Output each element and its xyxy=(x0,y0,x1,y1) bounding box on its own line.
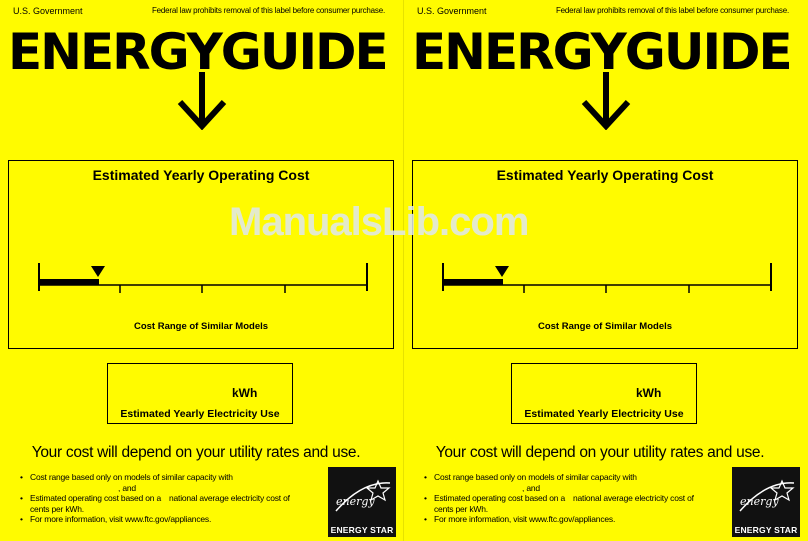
footnote-item: • Cost range based only on models of similar capacity with xyxy=(20,472,233,482)
government-text: U.S. Government xyxy=(13,6,83,16)
government-text: U.S. Government xyxy=(417,6,487,16)
watermark: ManualsLib.com xyxy=(229,200,529,244)
law-notice: Federal law prohibits removal of this label before consumer purchase. xyxy=(556,6,789,15)
energy-star-label: ENERGY STAR xyxy=(734,525,798,535)
energy-star-label: ENERGY STAR xyxy=(330,525,394,535)
energyguide-title: ENERGYGUIDE xyxy=(8,23,387,81)
cost-bar xyxy=(39,279,99,285)
electricity-use-label: Estimated Yearly Electricity Use xyxy=(120,408,280,420)
energy-star-icon xyxy=(732,467,800,523)
cost-range-label: Cost Range of Similar Models xyxy=(133,321,269,332)
cost-range-label: Cost Range of Similar Models xyxy=(537,321,673,332)
cost-heading: Estimated Yearly Operating Cost xyxy=(496,167,714,183)
electricity-use-label: Estimated Yearly Electricity Use xyxy=(524,408,684,420)
footnote-item: • Estimated operating cost based on a national average electricity cost of xyxy=(20,493,290,503)
cost-heading: Estimated Yearly Operating Cost xyxy=(92,167,310,183)
electricity-use-box xyxy=(107,363,293,424)
energyguide-label-right xyxy=(404,0,808,541)
down-arrow-icon xyxy=(177,72,227,130)
down-arrow-icon xyxy=(581,72,631,130)
kwh-unit: kWh xyxy=(636,386,662,400)
cost-range-scale xyxy=(34,257,370,299)
energyguide-title: ENERGYGUIDE xyxy=(412,23,791,81)
energy-star-logo xyxy=(732,467,800,537)
footnotes xyxy=(20,472,290,525)
law-notice: Federal law prohibits removal of this label before consumer purchase. xyxy=(152,6,385,15)
energy-script: energy xyxy=(336,495,375,508)
energy-script: energy xyxy=(740,495,779,508)
footnote-item: • Estimated operating cost based on a national average electricity cost of xyxy=(424,493,694,503)
energy-star-icon xyxy=(328,467,396,523)
operating-cost-box xyxy=(412,160,798,349)
footnote-item: , and xyxy=(522,482,540,493)
operating-cost-box xyxy=(8,160,394,349)
footnote-item: • For more information, visit www.ftc.gov/appliances. xyxy=(424,514,616,524)
footnote-item: • For more information, visit www.ftc.gov/appliances. xyxy=(20,514,212,524)
footnote-item: cents per kWh. xyxy=(30,503,84,514)
cost-depends-text: Your cost will depend on your utility rates and use. xyxy=(31,444,361,461)
cost-depends-text: Your cost will depend on your utility rates and use. xyxy=(435,444,765,461)
energy-star-logo xyxy=(328,467,396,537)
cost-range-scale xyxy=(438,257,774,299)
footnotes xyxy=(424,472,694,525)
cost-pointer-icon xyxy=(91,266,105,277)
electricity-use-box xyxy=(511,363,697,424)
footnote-item: • Cost range based only on models of similar capacity with xyxy=(424,472,637,482)
cost-pointer-icon xyxy=(495,266,509,277)
footnote-item: cents per kWh. xyxy=(434,503,488,514)
kwh-unit: kWh xyxy=(232,386,258,400)
footnote-item: , and xyxy=(118,482,136,493)
cost-bar xyxy=(443,279,503,285)
